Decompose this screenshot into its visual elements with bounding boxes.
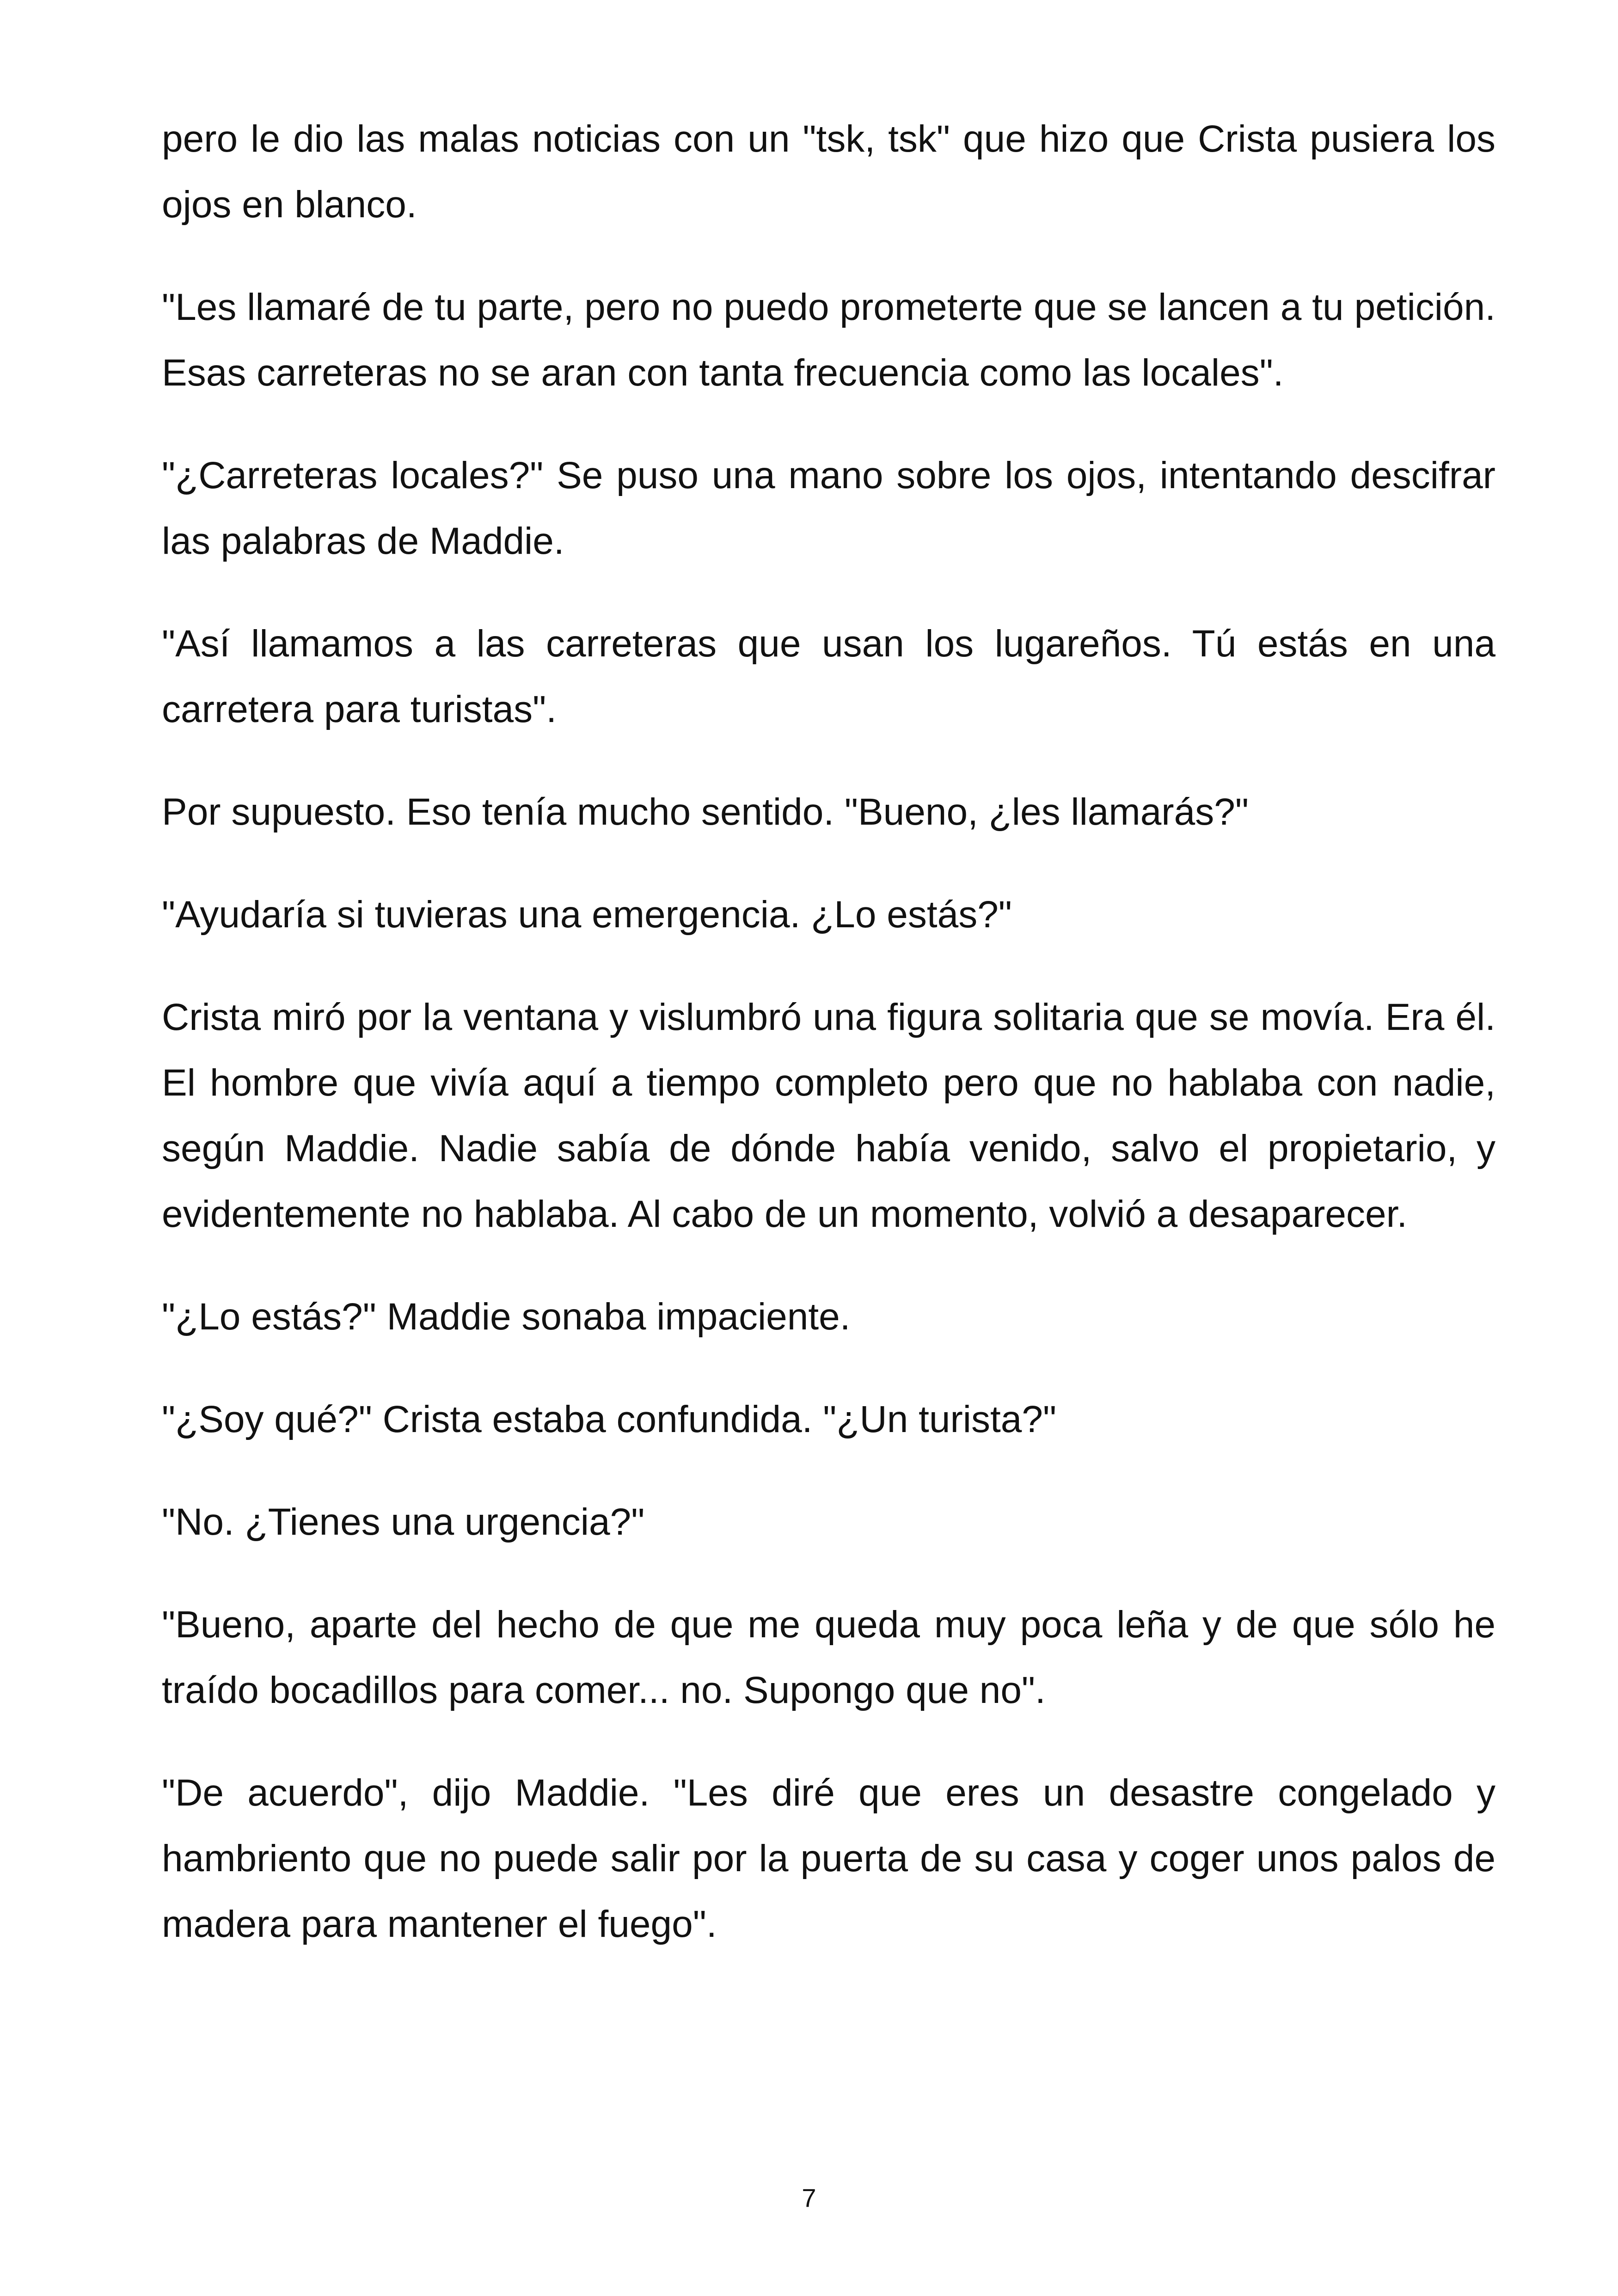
paragraph: "De acuerdo", dijo Maddie. "Les diré que eres un desastre congelado y hambriento que no puede salir por la puerta de su casa y coger unos palos de madera para mantener el fuego". xyxy=(162,1772,1495,1945)
document-body xyxy=(162,106,1495,1994)
paragraph: "¿Lo estás?" Maddie sonaba impaciente. xyxy=(162,1296,851,1338)
page-number: 7 xyxy=(802,2183,816,2212)
paragraph: "No. ¿Tienes una urgencia?" xyxy=(162,1501,645,1543)
paragraph: "Bueno, aparte del hecho de que me queda muy poca leña y de que sólo he traído bocadillos para comer... no. Supongo que no". xyxy=(162,1604,1495,1711)
paragraph: "¿Soy qué?" Crista estaba confundida. "¿Un turista?" xyxy=(162,1398,1057,1440)
paragraph: "Así llamamos a las carreteras que usan los lugareños. Tú estás en una carretera para turistas". xyxy=(162,623,1495,730)
paragraph: Por supuesto. Eso tenía mucho sentido. "Bueno, ¿les llamarás?" xyxy=(162,791,1249,833)
paragraph: "Les llamaré de tu parte, pero no puedo prometerte que se lancen a tu petición. Esas carreteras no se aran con tanta frecuencia como las locales". xyxy=(162,286,1495,394)
paragraph: pero le dio las malas noticias con un "tsk, tsk" que hizo que Crista pusiera los ojos en blanco. xyxy=(162,118,1495,226)
paragraph: Crista miró por la ventana y vislumbró una figura solitaria que se movía. Era él. El hombre que vivía aquí a tiempo completo pero que no hablaba con nadie, según Maddie. Nadie sabía de dónde había venido, salvo el propietario, y evidentemente no hablaba. Al cabo de un momento, volvió a desaparecer. xyxy=(162,996,1495,1235)
paragraph: "Ayudaría si tuvieras una emergencia. ¿Lo estás?" xyxy=(162,894,1012,936)
paragraph: "¿Carreteras locales?" Se puso una mano sobre los ojos, intentando descifrar las palabras de Maddie. xyxy=(162,454,1495,562)
